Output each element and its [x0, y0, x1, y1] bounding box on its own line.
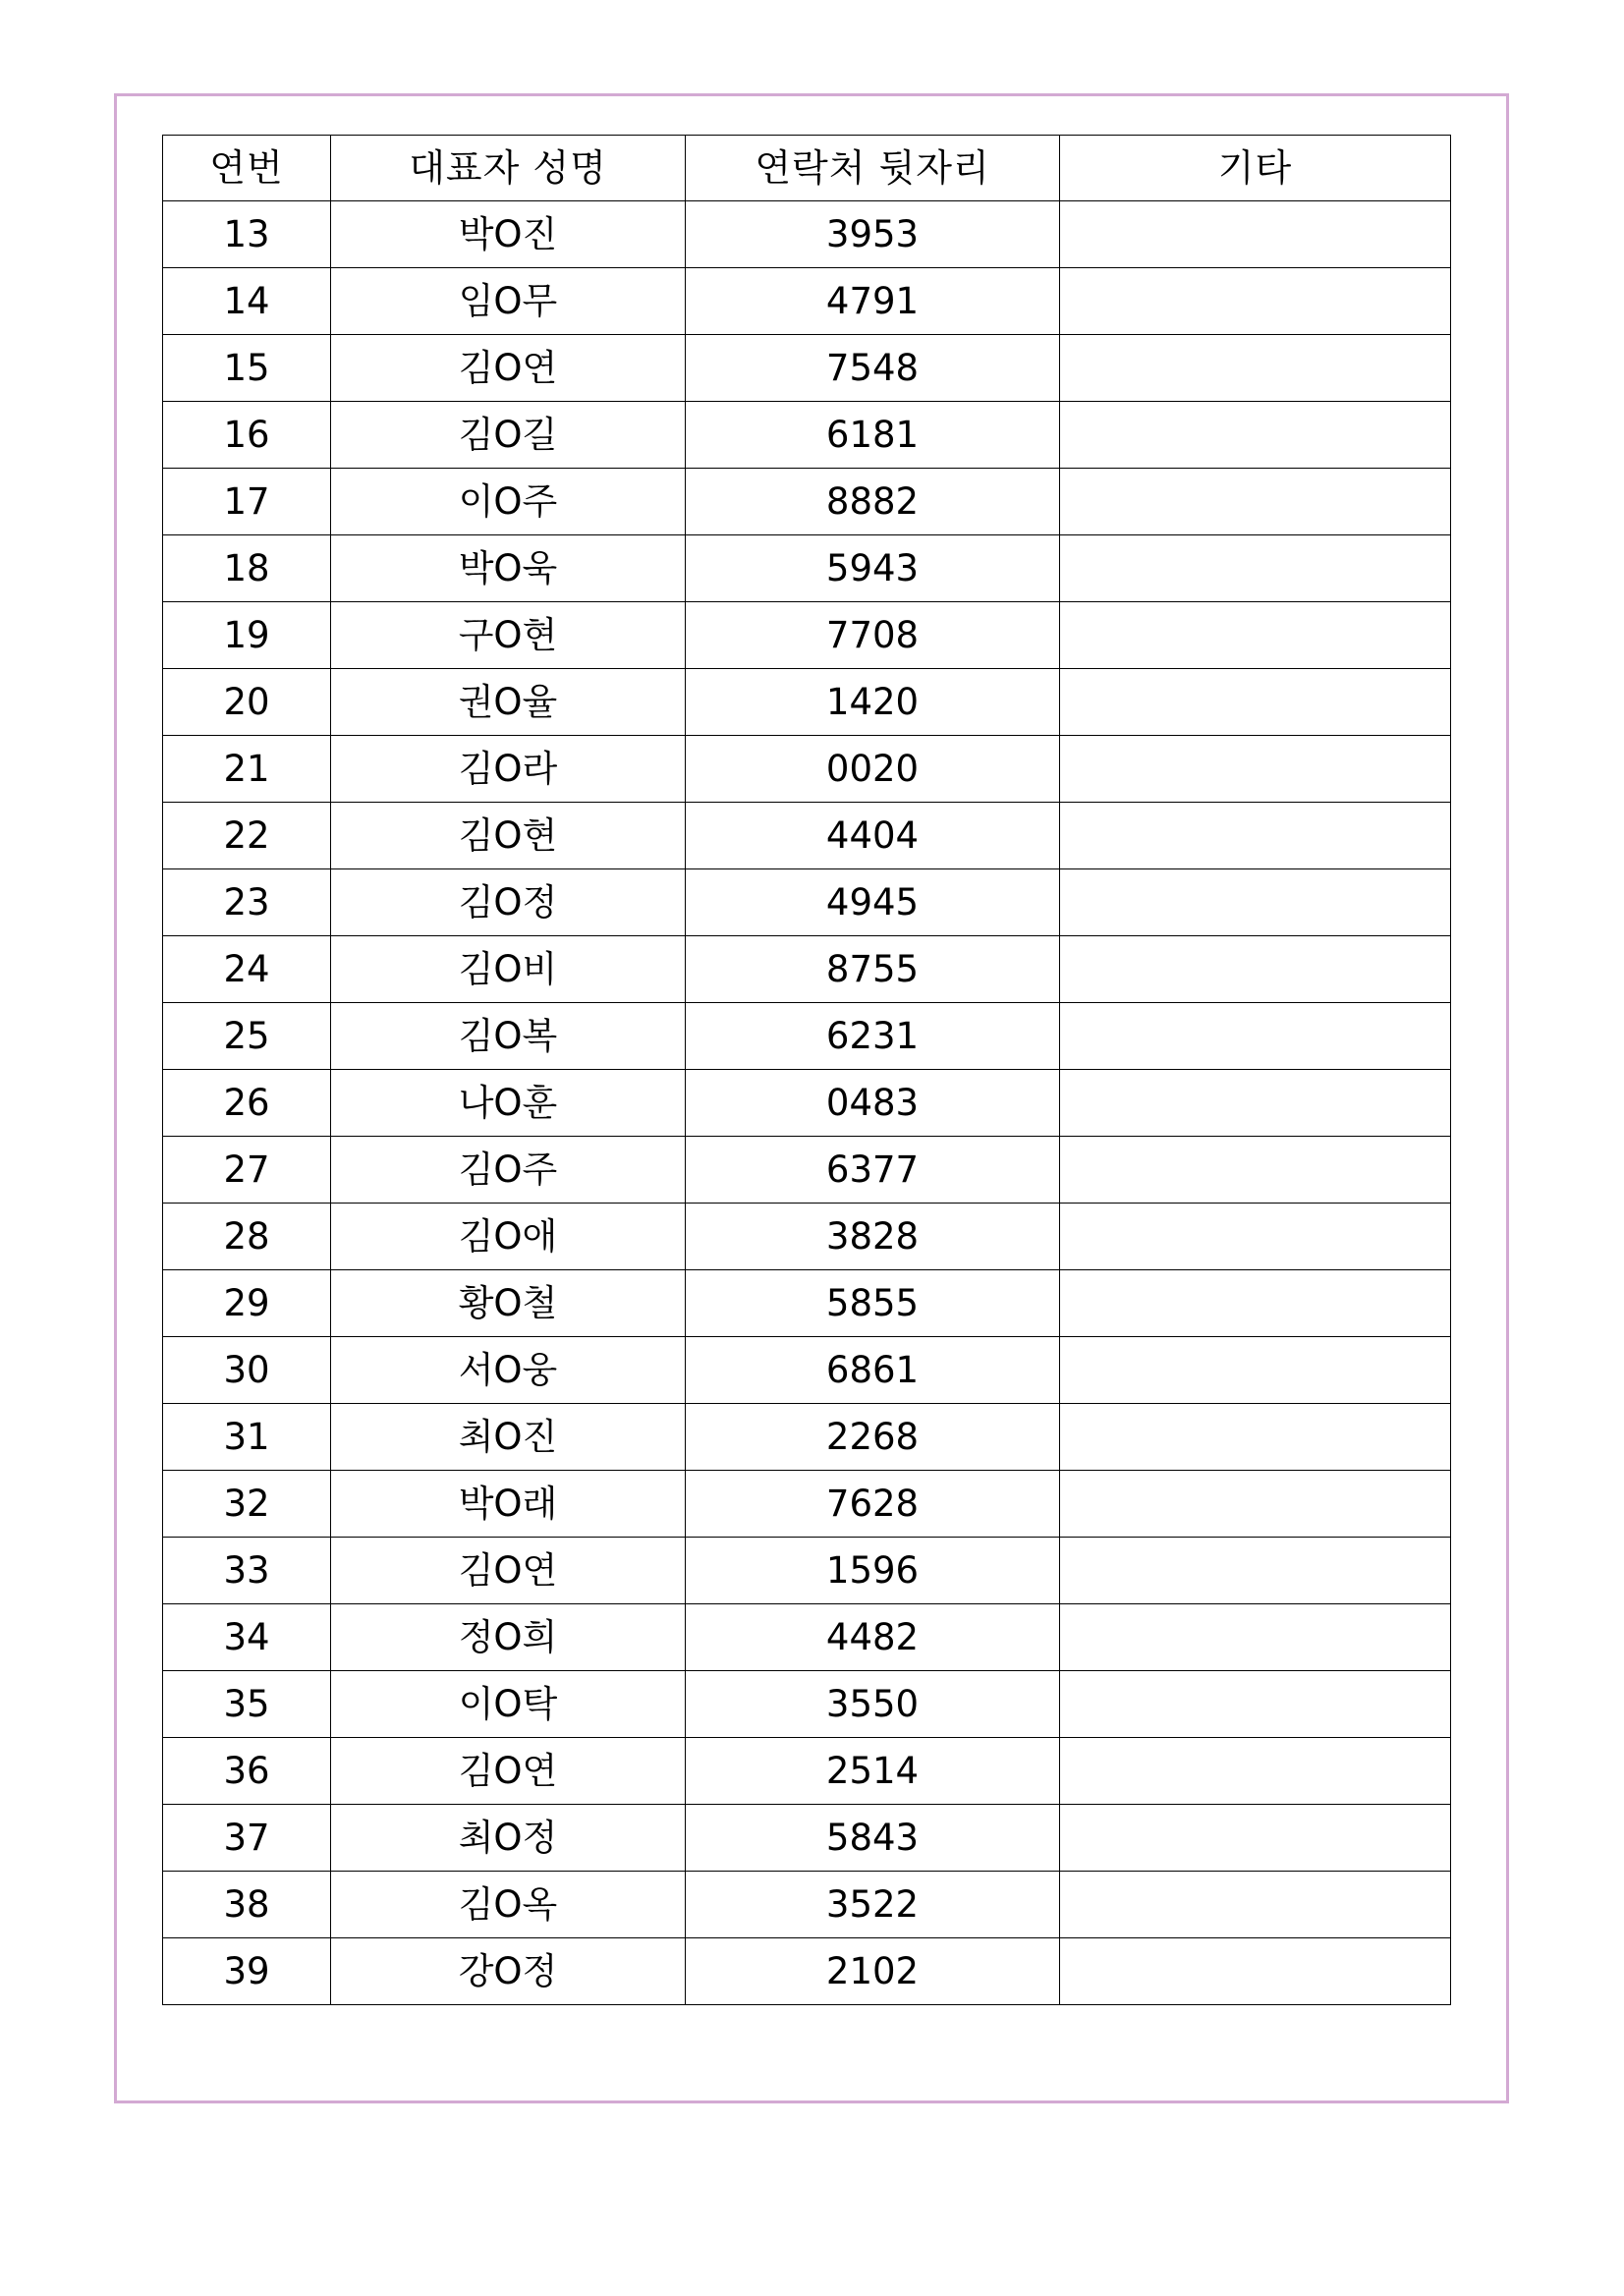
phone-last-digits-cell: 7628	[686, 1471, 1060, 1538]
representative-name-cell: 강O정	[331, 1938, 686, 2005]
serial-number-cell: 14	[163, 268, 331, 335]
phone-last-digits-cell: 3953	[686, 201, 1060, 268]
notes-cell	[1060, 1938, 1451, 2005]
representative-name-cell: 김O연	[331, 1538, 686, 1604]
serial-number-cell: 18	[163, 535, 331, 602]
serial-number-cell: 17	[163, 469, 331, 535]
table-row	[163, 1671, 1451, 1738]
serial-number-cell: 38	[163, 1872, 331, 1938]
representative-name-cell: 임O무	[331, 268, 686, 335]
representative-name-cell: 정O희	[331, 1604, 686, 1671]
phone-last-digits-cell: 6377	[686, 1137, 1060, 1204]
header-representative-name: 대표자 성명	[331, 136, 686, 201]
phone-last-digits-cell: 4945	[686, 869, 1060, 936]
serial-number-cell: 22	[163, 803, 331, 869]
representative-name-cell: 이O탁	[331, 1671, 686, 1738]
serial-number-cell: 21	[163, 736, 331, 803]
serial-number-cell: 15	[163, 335, 331, 402]
serial-number-cell: 19	[163, 602, 331, 669]
table-row	[163, 1404, 1451, 1471]
notes-cell	[1060, 1538, 1451, 1604]
serial-number-cell: 26	[163, 1070, 331, 1137]
representative-name-cell: 서O웅	[331, 1337, 686, 1404]
table-row	[163, 1738, 1451, 1805]
representative-name-cell: 권O율	[331, 669, 686, 736]
representative-name-cell: 박O래	[331, 1471, 686, 1538]
table-row	[163, 1538, 1451, 1604]
table-row	[163, 201, 1451, 268]
representative-name-cell: 이O주	[331, 469, 686, 535]
notes-cell	[1060, 201, 1451, 268]
phone-last-digits-cell: 4482	[686, 1604, 1060, 1671]
serial-number-cell: 33	[163, 1538, 331, 1604]
phone-last-digits-cell: 8755	[686, 936, 1060, 1003]
header-serial-number: 연번	[163, 136, 331, 201]
phone-last-digits-cell: 2102	[686, 1938, 1060, 2005]
phone-last-digits-cell: 7548	[686, 335, 1060, 402]
notes-cell	[1060, 803, 1451, 869]
table-row	[163, 268, 1451, 335]
notes-cell	[1060, 736, 1451, 803]
notes-cell	[1060, 469, 1451, 535]
table-row	[163, 335, 1451, 402]
table-row	[163, 602, 1451, 669]
representative-name-cell: 박O진	[331, 201, 686, 268]
phone-last-digits-cell: 5843	[686, 1805, 1060, 1872]
representative-contact-table	[162, 135, 1451, 2005]
serial-number-cell: 35	[163, 1671, 331, 1738]
notes-cell	[1060, 1337, 1451, 1404]
table-row	[163, 936, 1451, 1003]
notes-cell	[1060, 335, 1451, 402]
notes-cell	[1060, 869, 1451, 936]
table-row	[163, 1270, 1451, 1337]
table-row	[163, 736, 1451, 803]
notes-cell	[1060, 1471, 1451, 1538]
table-row	[163, 1805, 1451, 1872]
phone-last-digits-cell: 4404	[686, 803, 1060, 869]
representative-name-cell: 김O복	[331, 1003, 686, 1070]
representative-name-cell: 김O라	[331, 736, 686, 803]
phone-last-digits-cell: 7708	[686, 602, 1060, 669]
serial-number-cell: 36	[163, 1738, 331, 1805]
table-header-row	[163, 136, 1451, 201]
notes-cell	[1060, 1003, 1451, 1070]
phone-last-digits-cell: 3550	[686, 1671, 1060, 1738]
serial-number-cell: 28	[163, 1204, 331, 1270]
serial-number-cell: 32	[163, 1471, 331, 1538]
serial-number-cell: 34	[163, 1604, 331, 1671]
representative-name-cell: 김O비	[331, 936, 686, 1003]
table-row	[163, 1471, 1451, 1538]
notes-cell	[1060, 1070, 1451, 1137]
notes-cell	[1060, 1872, 1451, 1938]
table-row	[163, 869, 1451, 936]
serial-number-cell: 31	[163, 1404, 331, 1471]
phone-last-digits-cell: 2268	[686, 1404, 1060, 1471]
notes-cell	[1060, 535, 1451, 602]
representative-name-cell: 김O옥	[331, 1872, 686, 1938]
representative-name-cell: 김O연	[331, 335, 686, 402]
notes-cell	[1060, 936, 1451, 1003]
notes-cell	[1060, 1738, 1451, 1805]
header-phone-last-digits: 연락처 뒷자리	[686, 136, 1060, 201]
phone-last-digits-cell: 6181	[686, 402, 1060, 469]
phone-last-digits-cell: 2514	[686, 1738, 1060, 1805]
representative-name-cell: 박O욱	[331, 535, 686, 602]
notes-cell	[1060, 1604, 1451, 1671]
serial-number-cell: 23	[163, 869, 331, 936]
representative-name-cell: 김O주	[331, 1137, 686, 1204]
serial-number-cell: 39	[163, 1938, 331, 2005]
table-row	[163, 1337, 1451, 1404]
notes-cell	[1060, 1137, 1451, 1204]
serial-number-cell: 16	[163, 402, 331, 469]
table-row	[163, 1604, 1451, 1671]
phone-last-digits-cell: 1420	[686, 669, 1060, 736]
serial-number-cell: 20	[163, 669, 331, 736]
phone-last-digits-cell: 5943	[686, 535, 1060, 602]
serial-number-cell: 37	[163, 1805, 331, 1872]
notes-cell	[1060, 1404, 1451, 1471]
representative-name-cell: 김O정	[331, 869, 686, 936]
table-row	[163, 1204, 1451, 1270]
serial-number-cell: 27	[163, 1137, 331, 1204]
representative-name-cell: 나O훈	[331, 1070, 686, 1137]
table-row	[163, 1872, 1451, 1938]
phone-last-digits-cell: 0483	[686, 1070, 1060, 1137]
serial-number-cell: 13	[163, 201, 331, 268]
table-body	[163, 201, 1451, 2005]
table-row	[163, 469, 1451, 535]
notes-cell	[1060, 1671, 1451, 1738]
representative-name-cell: 최O진	[331, 1404, 686, 1471]
phone-last-digits-cell: 6861	[686, 1337, 1060, 1404]
notes-cell	[1060, 1805, 1451, 1872]
representative-name-cell: 김O애	[331, 1204, 686, 1270]
table-row	[163, 669, 1451, 736]
phone-last-digits-cell: 8882	[686, 469, 1060, 535]
serial-number-cell: 24	[163, 936, 331, 1003]
representative-name-cell: 김O현	[331, 803, 686, 869]
table-row	[163, 402, 1451, 469]
serial-number-cell: 29	[163, 1270, 331, 1337]
notes-cell	[1060, 268, 1451, 335]
representative-name-cell: 김O길	[331, 402, 686, 469]
table-row	[163, 1003, 1451, 1070]
table-row	[163, 1938, 1451, 2005]
serial-number-cell: 30	[163, 1337, 331, 1404]
phone-last-digits-cell: 1596	[686, 1538, 1060, 1604]
serial-number-cell: 25	[163, 1003, 331, 1070]
notes-cell	[1060, 1270, 1451, 1337]
phone-last-digits-cell: 5855	[686, 1270, 1060, 1337]
phone-last-digits-cell: 3828	[686, 1204, 1060, 1270]
phone-last-digits-cell: 4791	[686, 268, 1060, 335]
representative-name-cell: 김O연	[331, 1738, 686, 1805]
phone-last-digits-cell: 0020	[686, 736, 1060, 803]
table-row	[163, 803, 1451, 869]
representative-name-cell: 구O현	[331, 602, 686, 669]
notes-cell	[1060, 402, 1451, 469]
representative-name-cell: 황O철	[331, 1270, 686, 1337]
phone-last-digits-cell: 3522	[686, 1872, 1060, 1938]
table-row	[163, 1137, 1451, 1204]
notes-cell	[1060, 669, 1451, 736]
notes-cell	[1060, 1204, 1451, 1270]
phone-last-digits-cell: 6231	[686, 1003, 1060, 1070]
notes-cell	[1060, 602, 1451, 669]
table-row	[163, 1070, 1451, 1137]
table-row	[163, 535, 1451, 602]
representative-name-cell: 최O정	[331, 1805, 686, 1872]
header-notes: 기타	[1060, 136, 1451, 201]
